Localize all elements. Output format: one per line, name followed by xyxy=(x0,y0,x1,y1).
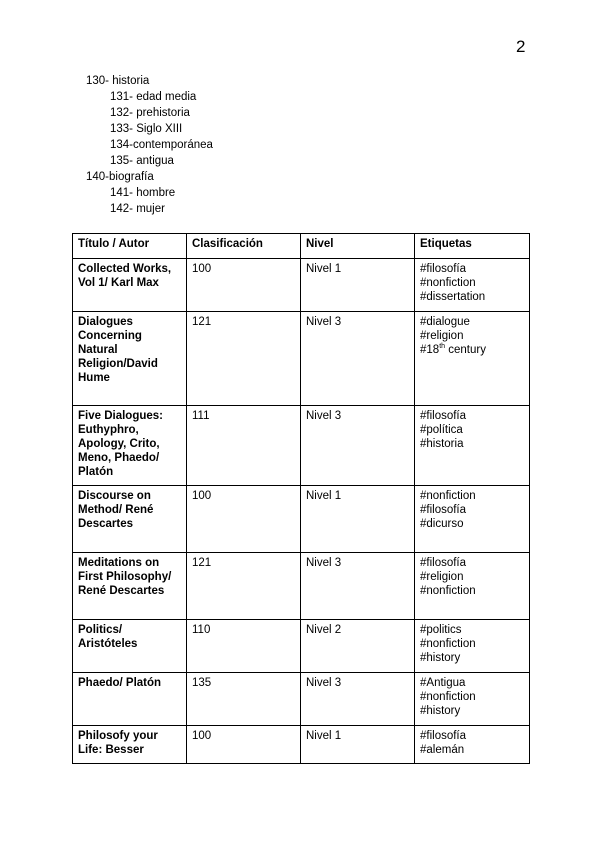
cell-clasificacion: 121 xyxy=(187,553,301,620)
cell-nivel: Nivel 1 xyxy=(301,726,415,764)
tag: #history xyxy=(420,652,461,664)
cell-clasificacion: 100 xyxy=(187,486,301,553)
cell-tags xyxy=(415,553,530,620)
cell-tags xyxy=(415,673,530,726)
table-row xyxy=(73,406,530,486)
outline-item: 134-contemporánea xyxy=(110,139,213,151)
outline-item: 130- historia xyxy=(86,75,150,87)
tag: #nonfiction xyxy=(420,585,476,597)
tag: #politics xyxy=(420,624,462,636)
cell-nivel: Nivel 3 xyxy=(301,312,415,406)
tag: #nonfiction xyxy=(420,490,476,502)
column-header-etiquetas: Etiquetas xyxy=(415,234,530,259)
tag: #filosofía xyxy=(420,504,467,516)
cell-tags xyxy=(415,620,530,673)
cell-clasificacion: 110 xyxy=(187,620,301,673)
tag: #nonfiction xyxy=(420,277,476,289)
tag: #18th century xyxy=(420,343,486,356)
table-row xyxy=(73,673,530,726)
classification-outline xyxy=(86,73,213,217)
tag: #history xyxy=(420,705,461,717)
table-row xyxy=(73,486,530,553)
cell-title: Dialogues Concerning Natural Religion/David Hume xyxy=(73,312,187,406)
outline-item: 142- mujer xyxy=(110,203,165,215)
tag: #nonfiction xyxy=(420,638,476,650)
tag: #filosofía xyxy=(420,263,467,275)
outline-item: 141- hombre xyxy=(110,187,176,199)
column-header-nivel: Nivel xyxy=(301,234,415,259)
cell-tags xyxy=(415,259,530,312)
tag: #dissertation xyxy=(420,291,486,303)
cell-nivel: Nivel 3 xyxy=(301,673,415,726)
outline-item: 135- antigua xyxy=(110,155,174,167)
table-row xyxy=(73,726,530,764)
cell-tags xyxy=(415,486,530,553)
cell-clasificacion: 100 xyxy=(187,259,301,312)
cell-clasificacion: 135 xyxy=(187,673,301,726)
table-row xyxy=(73,259,530,312)
tag: #filosofía xyxy=(420,410,467,422)
ordinal-superscript: th xyxy=(439,343,446,351)
outline-item: 131- edad media xyxy=(110,91,197,103)
cell-clasificacion: 111 xyxy=(187,406,301,486)
outline-item: 140-biografía xyxy=(86,171,154,183)
outline-item: 133- Siglo XIII xyxy=(110,123,183,135)
table-row xyxy=(73,312,530,406)
tag: #dicurso xyxy=(420,518,464,530)
cell-title: Five Dialogues: Euthyphro, Apology, Crito, Meno, Phaedo/ Platón xyxy=(73,406,187,486)
tag: #alemán xyxy=(420,744,465,756)
cell-tags xyxy=(415,312,530,406)
tag: #religion xyxy=(420,330,464,342)
cell-title: Politics/ Aristóteles xyxy=(73,620,187,673)
cell-nivel: Nivel 2 xyxy=(301,620,415,673)
cell-clasificacion: 100 xyxy=(187,726,301,764)
cell-nivel: Nivel 3 xyxy=(301,406,415,486)
cell-title: Discourse on Method/ René Descartes xyxy=(73,486,187,553)
table-header-row xyxy=(73,234,530,259)
cell-nivel: Nivel 1 xyxy=(301,259,415,312)
book-catalog-table xyxy=(72,233,530,764)
cell-title: Philosofy your Life: Besser xyxy=(73,726,187,764)
cell-nivel: Nivel 3 xyxy=(301,553,415,620)
cell-title: Collected Works, Vol 1/ Karl Max xyxy=(73,259,187,312)
tag: #filosofía xyxy=(420,557,467,569)
cell-tags xyxy=(415,726,530,764)
tag: #filosofía xyxy=(420,730,467,742)
tag: #religion xyxy=(420,571,464,583)
table-row xyxy=(73,553,530,620)
tag: #nonfiction xyxy=(420,691,476,703)
tag: #política xyxy=(420,424,463,436)
column-header-title: Título / Autor xyxy=(73,234,187,259)
table-row xyxy=(73,620,530,673)
cell-clasificacion: 121 xyxy=(187,312,301,406)
tag: #dialogue xyxy=(420,316,470,328)
cell-tags xyxy=(415,406,530,486)
page-number: 2 xyxy=(516,37,526,56)
tag: #Antigua xyxy=(420,677,466,689)
tag: #historia xyxy=(420,438,464,450)
column-header-clasificacion: Clasificación xyxy=(187,234,301,259)
outline-item: 132- prehistoria xyxy=(110,107,190,119)
cell-nivel: Nivel 1 xyxy=(301,486,415,553)
cell-title: Phaedo/ Platón xyxy=(73,673,187,726)
cell-title: Meditations on First Philosophy/ René Descartes xyxy=(73,553,187,620)
